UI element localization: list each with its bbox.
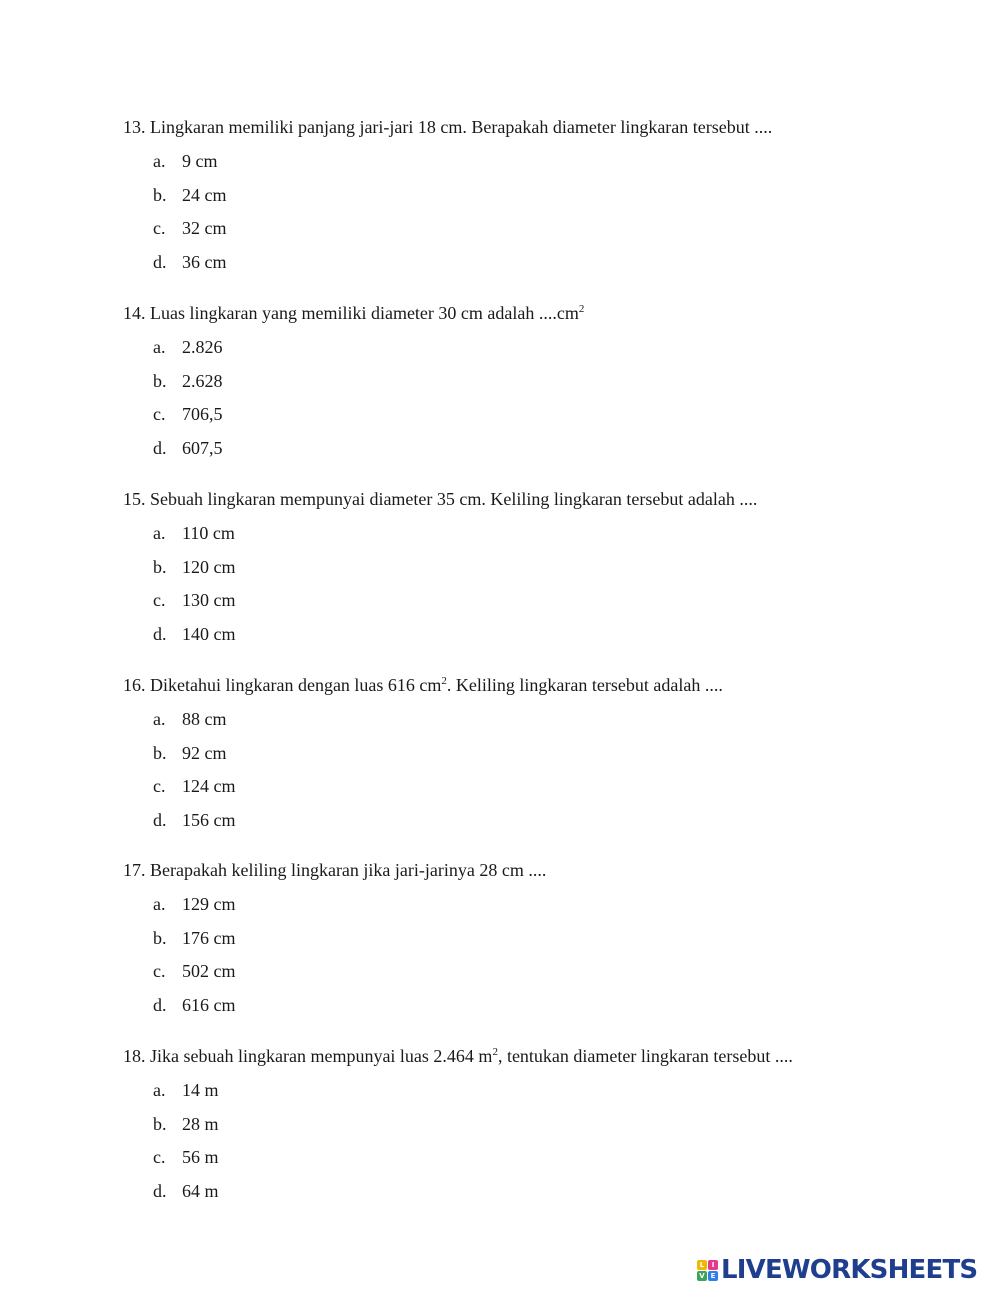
option-text: 9 cm: [182, 151, 218, 171]
answer-options: [153, 1079, 943, 1202]
logo-tile: V: [697, 1271, 707, 1281]
option-letter: a.: [153, 709, 166, 729]
logo-tile: L: [697, 1260, 707, 1270]
option-letter: c.: [153, 404, 166, 425]
answer-options: [153, 893, 943, 1016]
liveworksheets-logo: [697, 1256, 977, 1284]
question-text: [123, 488, 943, 510]
answer-option[interactable]: [153, 217, 943, 239]
option-letter: b.: [153, 1113, 167, 1134]
option-letter: a.: [153, 894, 166, 914]
superscript: 2: [492, 1046, 498, 1058]
brand-name: LIVEWORKSHEETS: [721, 1255, 978, 1285]
answer-option[interactable]: [153, 1146, 943, 1168]
question-15: [123, 488, 943, 657]
question-number: 14.: [123, 303, 146, 323]
answer-options: [153, 336, 943, 459]
answer-option[interactable]: [153, 370, 943, 392]
answer-option[interactable]: [153, 184, 943, 206]
answer-options: [153, 522, 943, 645]
question-18: [123, 1045, 943, 1214]
superscript: 2: [441, 675, 447, 687]
question-number: 17.: [123, 860, 146, 880]
liveworksheets-logo-icon: [697, 1260, 718, 1281]
option-text: 129 cm: [182, 894, 236, 914]
answer-option[interactable]: [153, 960, 943, 982]
option-text: 176 cm: [182, 927, 236, 948]
answer-option[interactable]: [153, 589, 943, 611]
option-text: 56 m: [182, 1147, 219, 1168]
option-text: 607,5: [182, 438, 223, 459]
answer-option[interactable]: [153, 623, 943, 645]
answer-option[interactable]: [153, 742, 943, 764]
answer-option[interactable]: [153, 927, 943, 949]
option-letter: b.: [153, 370, 167, 391]
answer-option[interactable]: [153, 403, 943, 425]
option-text: 140 cm: [182, 624, 236, 645]
option-text: 24 cm: [182, 184, 227, 205]
option-text: 120 cm: [182, 556, 236, 577]
question-number: 15.: [123, 489, 146, 509]
question-stem: Sebuah lingkaran mempunyai diameter 35 cm. Keliling lingkaran tersebut adalah ....: [150, 489, 758, 509]
option-text: 92 cm: [182, 742, 227, 763]
answer-option[interactable]: [153, 437, 943, 459]
question-14: [123, 302, 943, 471]
question-stem: Berapakah keliling lingkaran jika jari-jarinya 28 cm ....: [150, 860, 547, 880]
answer-option[interactable]: [153, 775, 943, 797]
option-text: 32 cm: [182, 218, 227, 239]
option-letter: d.: [153, 252, 167, 273]
question-stem: Lingkaran memiliki panjang jari-jari 18 cm. Berapakah diameter lingkaran tersebut ....: [150, 117, 773, 137]
option-text: 130 cm: [182, 590, 236, 611]
option-letter: d.: [153, 624, 167, 645]
answer-option[interactable]: [153, 1113, 943, 1135]
option-text: 706,5: [182, 404, 223, 425]
option-letter: d.: [153, 810, 167, 831]
option-text: 28 m: [182, 1113, 219, 1134]
option-text: 124 cm: [182, 776, 236, 797]
question-text: [123, 859, 943, 881]
option-text: 14 m: [182, 1080, 219, 1100]
option-text: 616 cm: [182, 995, 236, 1016]
question-stem-continued: , tentukan diameter lingkaran tersebut ....: [497, 1046, 793, 1066]
option-text: 64 m: [182, 1181, 219, 1202]
answer-option[interactable]: [153, 522, 943, 544]
option-letter: c.: [153, 590, 166, 611]
option-letter: d.: [153, 438, 167, 459]
question-number: 18.: [123, 1046, 146, 1066]
option-letter: c.: [153, 961, 166, 982]
option-letter: b.: [153, 184, 167, 205]
answer-option[interactable]: [153, 1180, 943, 1202]
answer-option[interactable]: [153, 708, 943, 730]
option-letter: b.: [153, 742, 167, 763]
option-letter: c.: [153, 218, 166, 239]
option-text: 156 cm: [182, 810, 236, 831]
option-letter: a.: [153, 523, 166, 543]
answer-option[interactable]: [153, 893, 943, 915]
question-text: [123, 674, 943, 696]
logo-tile: E: [708, 1271, 718, 1281]
option-letter: a.: [153, 151, 166, 171]
option-letter: c.: [153, 1147, 166, 1168]
question-number: 13.: [123, 117, 146, 137]
question-number: 16.: [123, 675, 146, 695]
option-letter: d.: [153, 1181, 167, 1202]
question-stem: Jika sebuah lingkaran mempunyai luas 2.464 m: [150, 1046, 493, 1066]
option-letter: d.: [153, 995, 167, 1016]
superscript: 2: [578, 303, 585, 315]
question-stem: Luas lingkaran yang memiliki diameter 30 cm adalah ....cm: [150, 303, 579, 323]
question-stem-continued: . Keliling lingkaran tersebut adalah ....: [446, 675, 723, 695]
logo-tile: I: [708, 1260, 718, 1270]
option-text: 502 cm: [182, 961, 236, 982]
option-letter: c.: [153, 776, 166, 797]
option-letter: b.: [153, 556, 167, 577]
answer-option[interactable]: [153, 1079, 943, 1101]
question-13: [123, 116, 943, 285]
answer-option[interactable]: [153, 336, 943, 358]
answer-option[interactable]: [153, 150, 943, 172]
question-text: [123, 302, 943, 324]
answer-option[interactable]: [153, 251, 943, 273]
question-text: [123, 1045, 943, 1067]
option-letter: a.: [153, 337, 166, 357]
question-text: [123, 116, 943, 138]
answer-option[interactable]: [153, 556, 943, 578]
question-16: [123, 674, 943, 843]
option-text: 110 cm: [182, 523, 235, 543]
answer-option[interactable]: [153, 994, 943, 1016]
answer-option[interactable]: [153, 809, 943, 831]
question-17: [123, 859, 943, 1028]
answer-options: [153, 150, 943, 273]
question-stem: Diketahui lingkaran dengan luas 616 cm: [150, 675, 442, 695]
option-letter: a.: [153, 1080, 166, 1100]
option-text: 36 cm: [182, 252, 227, 273]
option-letter: b.: [153, 927, 167, 948]
option-text: 2.628: [182, 370, 223, 391]
option-text: 88 cm: [182, 709, 227, 729]
answer-options: [153, 708, 943, 831]
option-text: 2.826: [182, 337, 223, 357]
